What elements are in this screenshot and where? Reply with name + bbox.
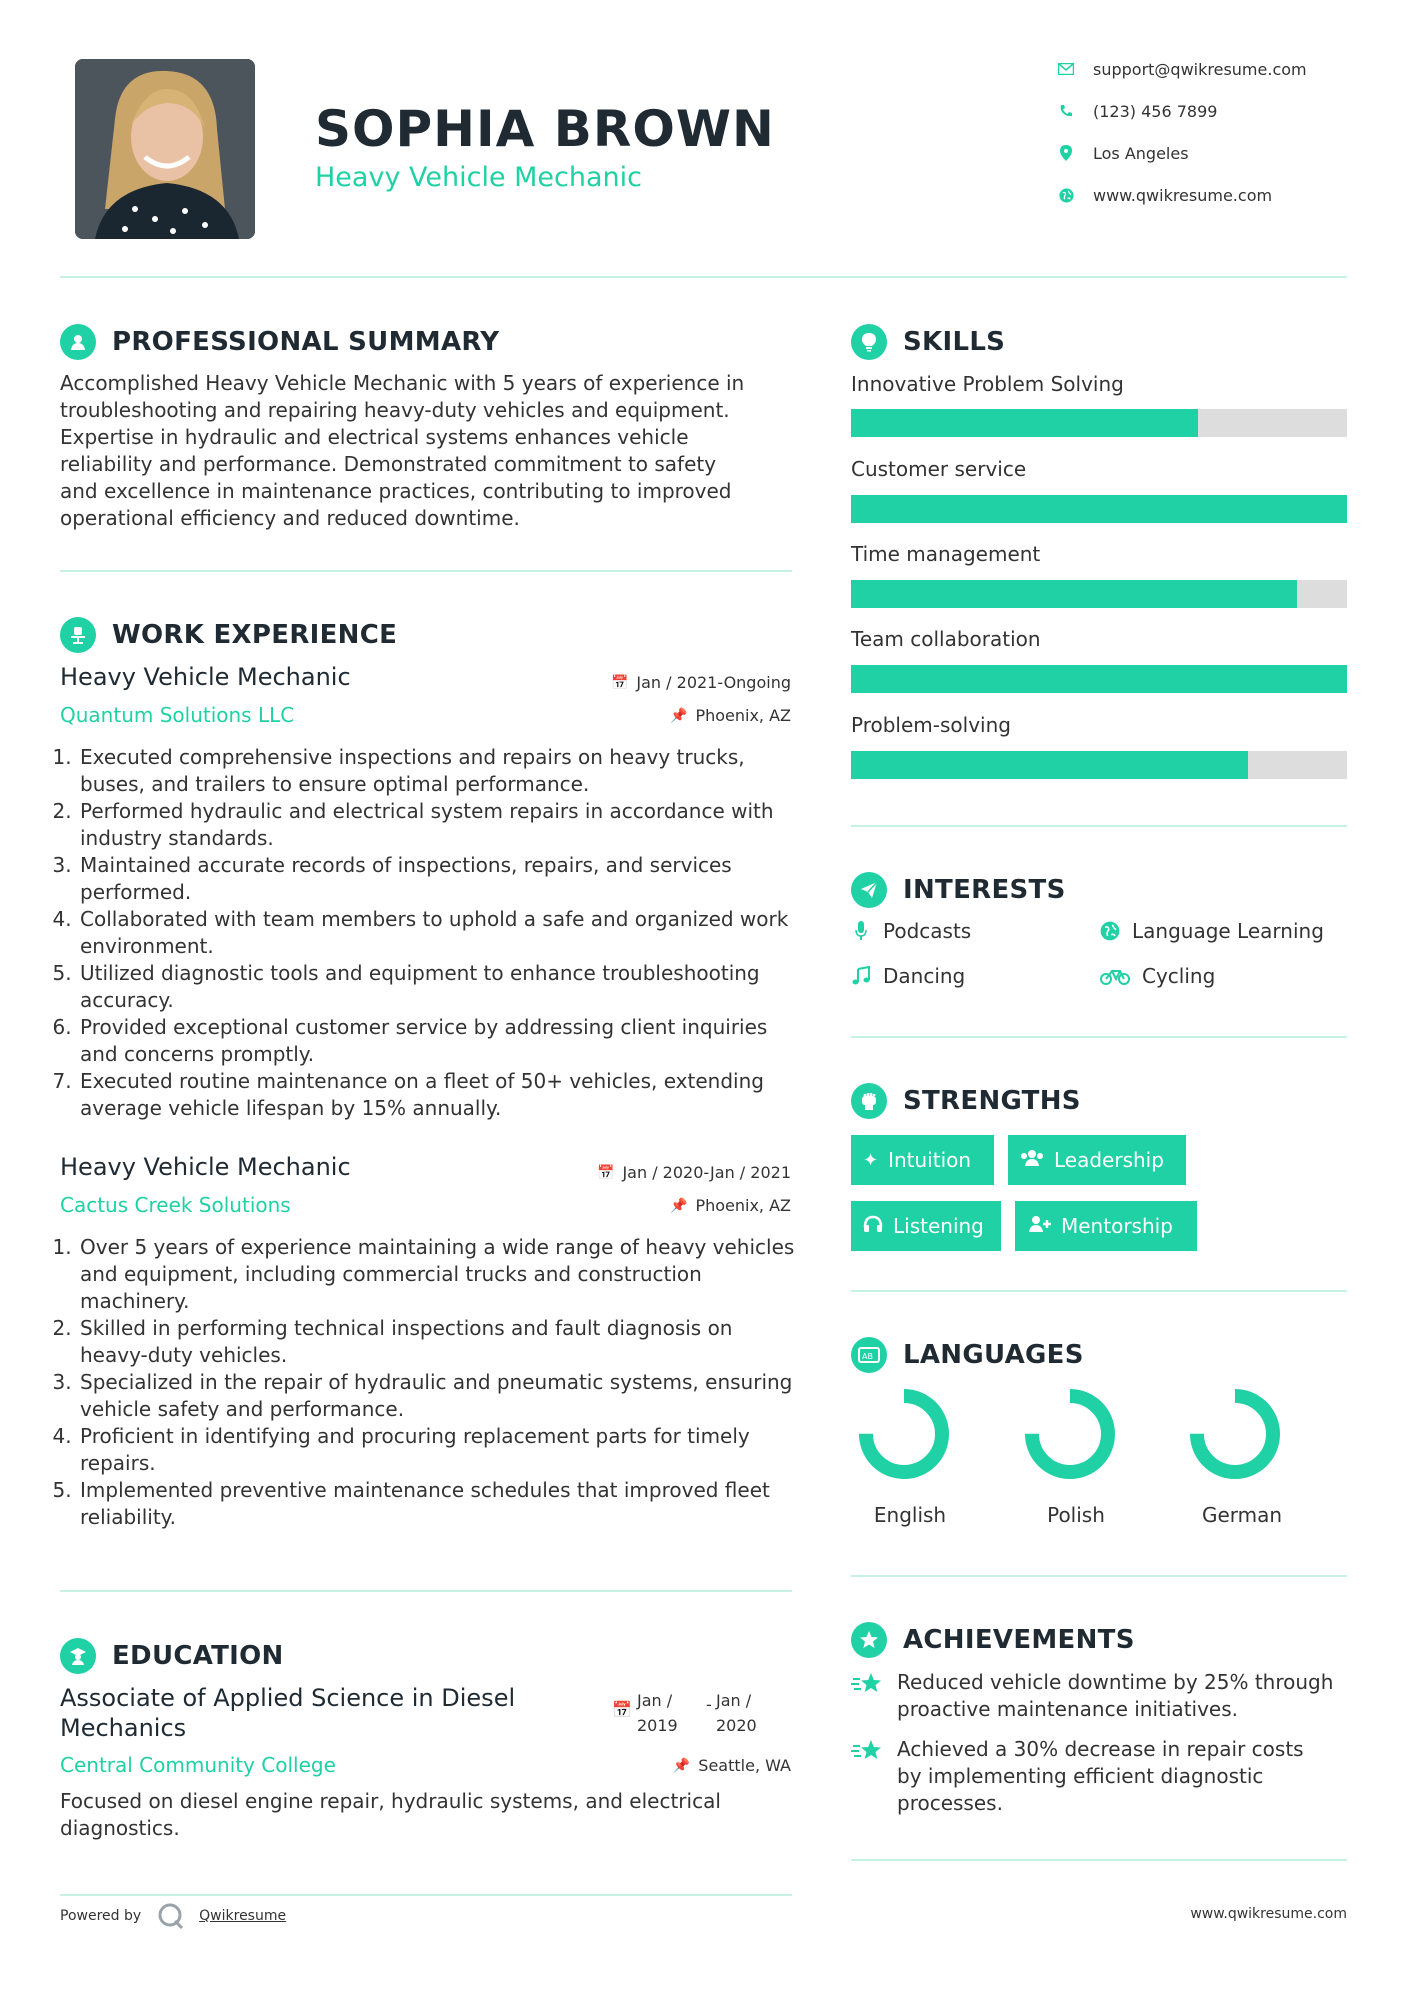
footer-divider-left <box>60 1894 792 1896</box>
contact-email[interactable] <box>1055 58 1307 80</box>
job-location-text: Phoenix, AZ <box>695 1196 791 1215</box>
strength-badge <box>851 1135 994 1185</box>
job-bullet: 4. Collaborated with team members to uphold a safe and organized work environment. <box>78 906 800 960</box>
achievements-heading <box>851 1622 1135 1658</box>
education-end-year: 2020 <box>716 1716 757 1735</box>
star-icon <box>851 1669 897 1723</box>
job-title: Heavy Vehicle Mechanic <box>60 663 351 691</box>
degree-line: Associate of Applied Science in Diesel <box>60 1684 516 1712</box>
users-icon <box>1020 1149 1044 1172</box>
summary-heading-text: PROFESSIONAL SUMMARY <box>112 327 500 357</box>
skill-bar-track <box>851 665 1347 693</box>
achievement-item <box>851 1669 1333 1723</box>
svg-text:AB: AB <box>862 1352 873 1361</box>
summary-line: Expertise in hydraulic and electrical systems enhances vehicle <box>60 425 689 449</box>
interests-heading-text: INTERESTS <box>903 875 1066 905</box>
degree <box>60 1683 515 1743</box>
skill-bar-fill <box>851 409 1198 437</box>
summary-divider <box>60 570 792 572</box>
skill-label: Team collaboration <box>851 627 1041 651</box>
strength-label: Mentorship <box>1061 1214 1173 1238</box>
profile-photo <box>75 59 255 239</box>
skill-label: Innovative Problem Solving <box>851 372 1124 396</box>
achievement-item <box>851 1736 1304 1817</box>
bicycle-icon <box>1100 967 1130 985</box>
job-bullet: 2. Skilled in performing technical inspections and fault diagnosis on heavy-duty vehicles. <box>78 1315 800 1369</box>
contact-location-text: Los Angeles <box>1093 143 1189 163</box>
summary-text <box>60 370 800 532</box>
achievement-line: by implementing efficient diagnostic <box>897 1764 1264 1788</box>
profile-photo-illustration <box>75 59 255 239</box>
job-bullet: 4. Proficient in identifying and procuring replacement parts for timely repairs. <box>78 1423 800 1477</box>
job-bullet: 5. Utilized diagnostic tools and equipment to enhance troubleshooting accuracy. <box>78 960 800 1014</box>
phone-icon <box>1055 100 1077 122</box>
education-heading-text: EDUCATION <box>112 1641 284 1671</box>
summary-line: reliability and performance. Demonstrated commitment to safety <box>60 452 717 476</box>
interest-label: Language Learning <box>1132 919 1324 943</box>
skill-bar-fill <box>851 495 1347 523</box>
pushpin-icon: 📌 <box>672 1757 691 1774</box>
contact-email-text: support@qwikresume.com <box>1093 59 1307 79</box>
skills-heading-text: SKILLS <box>903 327 1006 357</box>
language-ring <box>1190 1389 1280 1479</box>
id-card-icon <box>851 1337 887 1373</box>
interest-item <box>1100 964 1215 988</box>
achievement-line: Reduced vehicle downtime by 25% through <box>897 1670 1334 1694</box>
summary-line: Accomplished Heavy Vehicle Mechanic with 5 years of experience in <box>60 371 745 395</box>
strength-badge <box>1015 1201 1197 1251</box>
calendar-icon: 📅 <box>597 1164 615 1181</box>
achievement-line: processes. <box>897 1791 1003 1815</box>
language-ring-arc <box>1032 1396 1108 1472</box>
qwikresume-logo-icon <box>157 1902 185 1930</box>
achievements-divider <box>851 1859 1347 1861</box>
achievements-heading-text: ACHIEVEMENTS <box>903 1625 1135 1655</box>
footer-powered-by <box>60 1902 286 1930</box>
skill-bar-track <box>851 409 1347 437</box>
skill-bar-track <box>851 751 1347 779</box>
star-icon <box>851 1736 897 1817</box>
strengths-heading-text: STRENGTHS <box>903 1086 1081 1116</box>
job-location <box>670 1196 791 1215</box>
strengths-divider <box>851 1290 1347 1292</box>
interest-item <box>851 919 971 943</box>
language-label: Polish <box>1047 1503 1105 1527</box>
job-title: Heavy Vehicle Mechanic <box>60 1153 351 1181</box>
skill-bar-track <box>851 580 1347 608</box>
job-bullet: 6. Provided exceptional customer service by addressing client inquiries and concerns promptly. <box>78 1014 800 1068</box>
skill-bar-track <box>851 495 1347 523</box>
summary-line: operational efficiency and reduced downtime. <box>60 506 520 530</box>
languages-divider <box>851 1575 1347 1577</box>
skills-divider <box>851 825 1347 827</box>
chair-icon <box>60 617 96 653</box>
experience-divider <box>60 1590 792 1592</box>
strengths-heading <box>851 1083 1081 1119</box>
language-label: English <box>873 1503 947 1527</box>
achievement-line: proactive maintenance initiatives. <box>897 1697 1239 1721</box>
education-end-month: Jan / <box>716 1691 752 1710</box>
education-start-year: 2019 <box>637 1716 678 1735</box>
education-location-text: Seattle, WA <box>698 1756 791 1775</box>
pushpin-icon: 📌 <box>670 707 688 724</box>
language-ring-arc <box>866 1396 942 1472</box>
achievement-text <box>897 1669 1333 1723</box>
job-dates <box>597 1163 791 1182</box>
globe-icon <box>1100 921 1120 941</box>
user-icon <box>60 324 96 360</box>
interest-label: Cycling <box>1142 964 1216 988</box>
job-bullet: 2. Performed hydraulic and electrical system repairs in accordance with industry standards. <box>78 798 800 852</box>
candidate-title: Heavy Vehicle Mechanic <box>315 162 643 193</box>
education-desc-line: diagnostics. <box>60 1816 180 1840</box>
interests-divider <box>851 1036 1347 1038</box>
interest-item <box>1100 919 1324 943</box>
summary-line: and excellence in maintenance practices, contributing to improved <box>60 479 732 503</box>
interests-heading <box>851 872 1066 908</box>
magic-wand-icon: ✦ <box>863 1149 879 1171</box>
job-bullet: 1. Executed comprehensive inspections and repairs on heavy trucks, buses, and trailers to ensure optimal performance. <box>78 744 800 798</box>
powered-by-text: Powered by <box>60 1908 142 1924</box>
skill-label: Customer service <box>851 457 1027 481</box>
experience-heading <box>60 617 397 653</box>
paper-plane-icon <box>851 872 887 908</box>
education-description <box>60 1788 800 1842</box>
language-label: German <box>1201 1503 1283 1527</box>
skill-bar-fill <box>851 751 1248 779</box>
user-plus-icon <box>1027 1215 1051 1238</box>
contact-phone[interactable] <box>1055 100 1217 122</box>
contact-website-text: www.qwikresume.com <box>1093 185 1273 205</box>
language-ring <box>1025 1389 1115 1479</box>
skill-bar-fill <box>851 580 1297 608</box>
microphone-icon <box>851 921 871 941</box>
job-bullet: 3. Specialized in the repair of hydraulic and pneumatic systems, ensuring vehicle safety and performance. <box>78 1369 800 1423</box>
strength-badge <box>1008 1135 1186 1185</box>
job-dates-text: Jan / 2021-Ongoing <box>636 673 791 692</box>
map-marker-icon <box>1055 142 1077 164</box>
music-note-icon <box>851 966 871 986</box>
footer-brand-link[interactable]: Qwikresume <box>199 1908 287 1924</box>
summary-line: troubleshooting and repairing heavy-duty vehicles and equipment. <box>60 398 730 422</box>
skills-heading <box>851 324 1005 360</box>
lightbulb-icon <box>851 324 887 360</box>
strength-label: Leadership <box>1054 1148 1164 1172</box>
interest-item <box>851 964 965 988</box>
education-school: Central Community College <box>60 1753 336 1777</box>
job-dates-text: Jan / 2020-Jan / 2021 <box>622 1163 791 1182</box>
skill-label: Time management <box>851 542 1041 566</box>
education-end-date <box>716 1688 757 1738</box>
job-bullet: 3. Maintained accurate records of inspections, repairs, and services performed. <box>78 852 800 906</box>
envelope-icon <box>1055 58 1077 80</box>
job-bullet: 7. Executed routine maintenance on a fleet of 50+ vehicles, extending average vehicle lifespan by 15% annually. <box>78 1068 800 1122</box>
education-desc-line: Focused on diesel engine repair, hydraulic systems, and electrical <box>60 1789 721 1813</box>
contact-location <box>1055 142 1189 164</box>
job-dates <box>611 673 791 692</box>
degree-line: Mechanics <box>60 1714 187 1742</box>
calendar-icon: 📅 <box>610 674 629 691</box>
experience-heading-text: WORK EXPERIENCE <box>112 620 398 650</box>
education-heading <box>60 1638 284 1674</box>
interest-label: Dancing <box>883 964 966 988</box>
summary-heading <box>60 324 499 360</box>
languages-heading <box>851 1337 1084 1373</box>
contact-phone-text: (123) 456 7899 <box>1093 101 1218 121</box>
job-company: Quantum Solutions LLC <box>60 703 295 727</box>
footer-website[interactable]: www.qwikresume.com <box>1190 1906 1347 1922</box>
job-location <box>670 706 791 725</box>
contact-website[interactable] <box>1055 184 1272 206</box>
interest-label: Podcasts <box>883 919 972 943</box>
job-company: Cactus Creek Solutions <box>60 1193 291 1217</box>
globe-icon <box>1055 184 1077 206</box>
job-bullet: 5. Implemented preventive maintenance schedules that improved fleet reliability. <box>78 1477 800 1531</box>
graduate-icon <box>60 1638 96 1674</box>
languages-heading-text: LANGUAGES <box>903 1340 1084 1370</box>
skill-label: Problem-solving <box>851 713 1011 737</box>
achievement-line: Achieved a 30% decrease in repair costs <box>897 1737 1304 1761</box>
strength-badge <box>851 1201 1001 1251</box>
strength-label: Listening <box>893 1214 984 1238</box>
language-ring <box>859 1389 949 1479</box>
strength-label: Intuition <box>888 1148 972 1172</box>
education-date-dash: - <box>706 1695 712 1714</box>
achievement-text <box>897 1736 1304 1817</box>
education-location <box>673 1756 791 1775</box>
pushpin-icon: 📌 <box>670 1197 688 1214</box>
calendar-icon: 📅 <box>612 1700 632 1719</box>
fist-icon <box>851 1083 887 1119</box>
candidate-name: SOPHIA BROWN <box>315 100 775 158</box>
job-bullets <box>60 1234 800 1531</box>
language-ring-arc <box>1197 1396 1273 1472</box>
star-badge-icon <box>851 1622 887 1658</box>
headphones-icon <box>863 1215 883 1238</box>
header-divider <box>60 276 1347 278</box>
education-start-date <box>637 1688 678 1738</box>
skill-bar-fill <box>851 665 1347 693</box>
job-bullet: 1. Over 5 years of experience maintaining a wide range of heavy vehicles and equipment, including commercial trucks and construction machinery. <box>78 1234 800 1315</box>
job-bullets <box>60 744 800 1122</box>
job-location-text: Phoenix, AZ <box>695 706 791 725</box>
education-start-month: Jan / <box>637 1691 673 1710</box>
